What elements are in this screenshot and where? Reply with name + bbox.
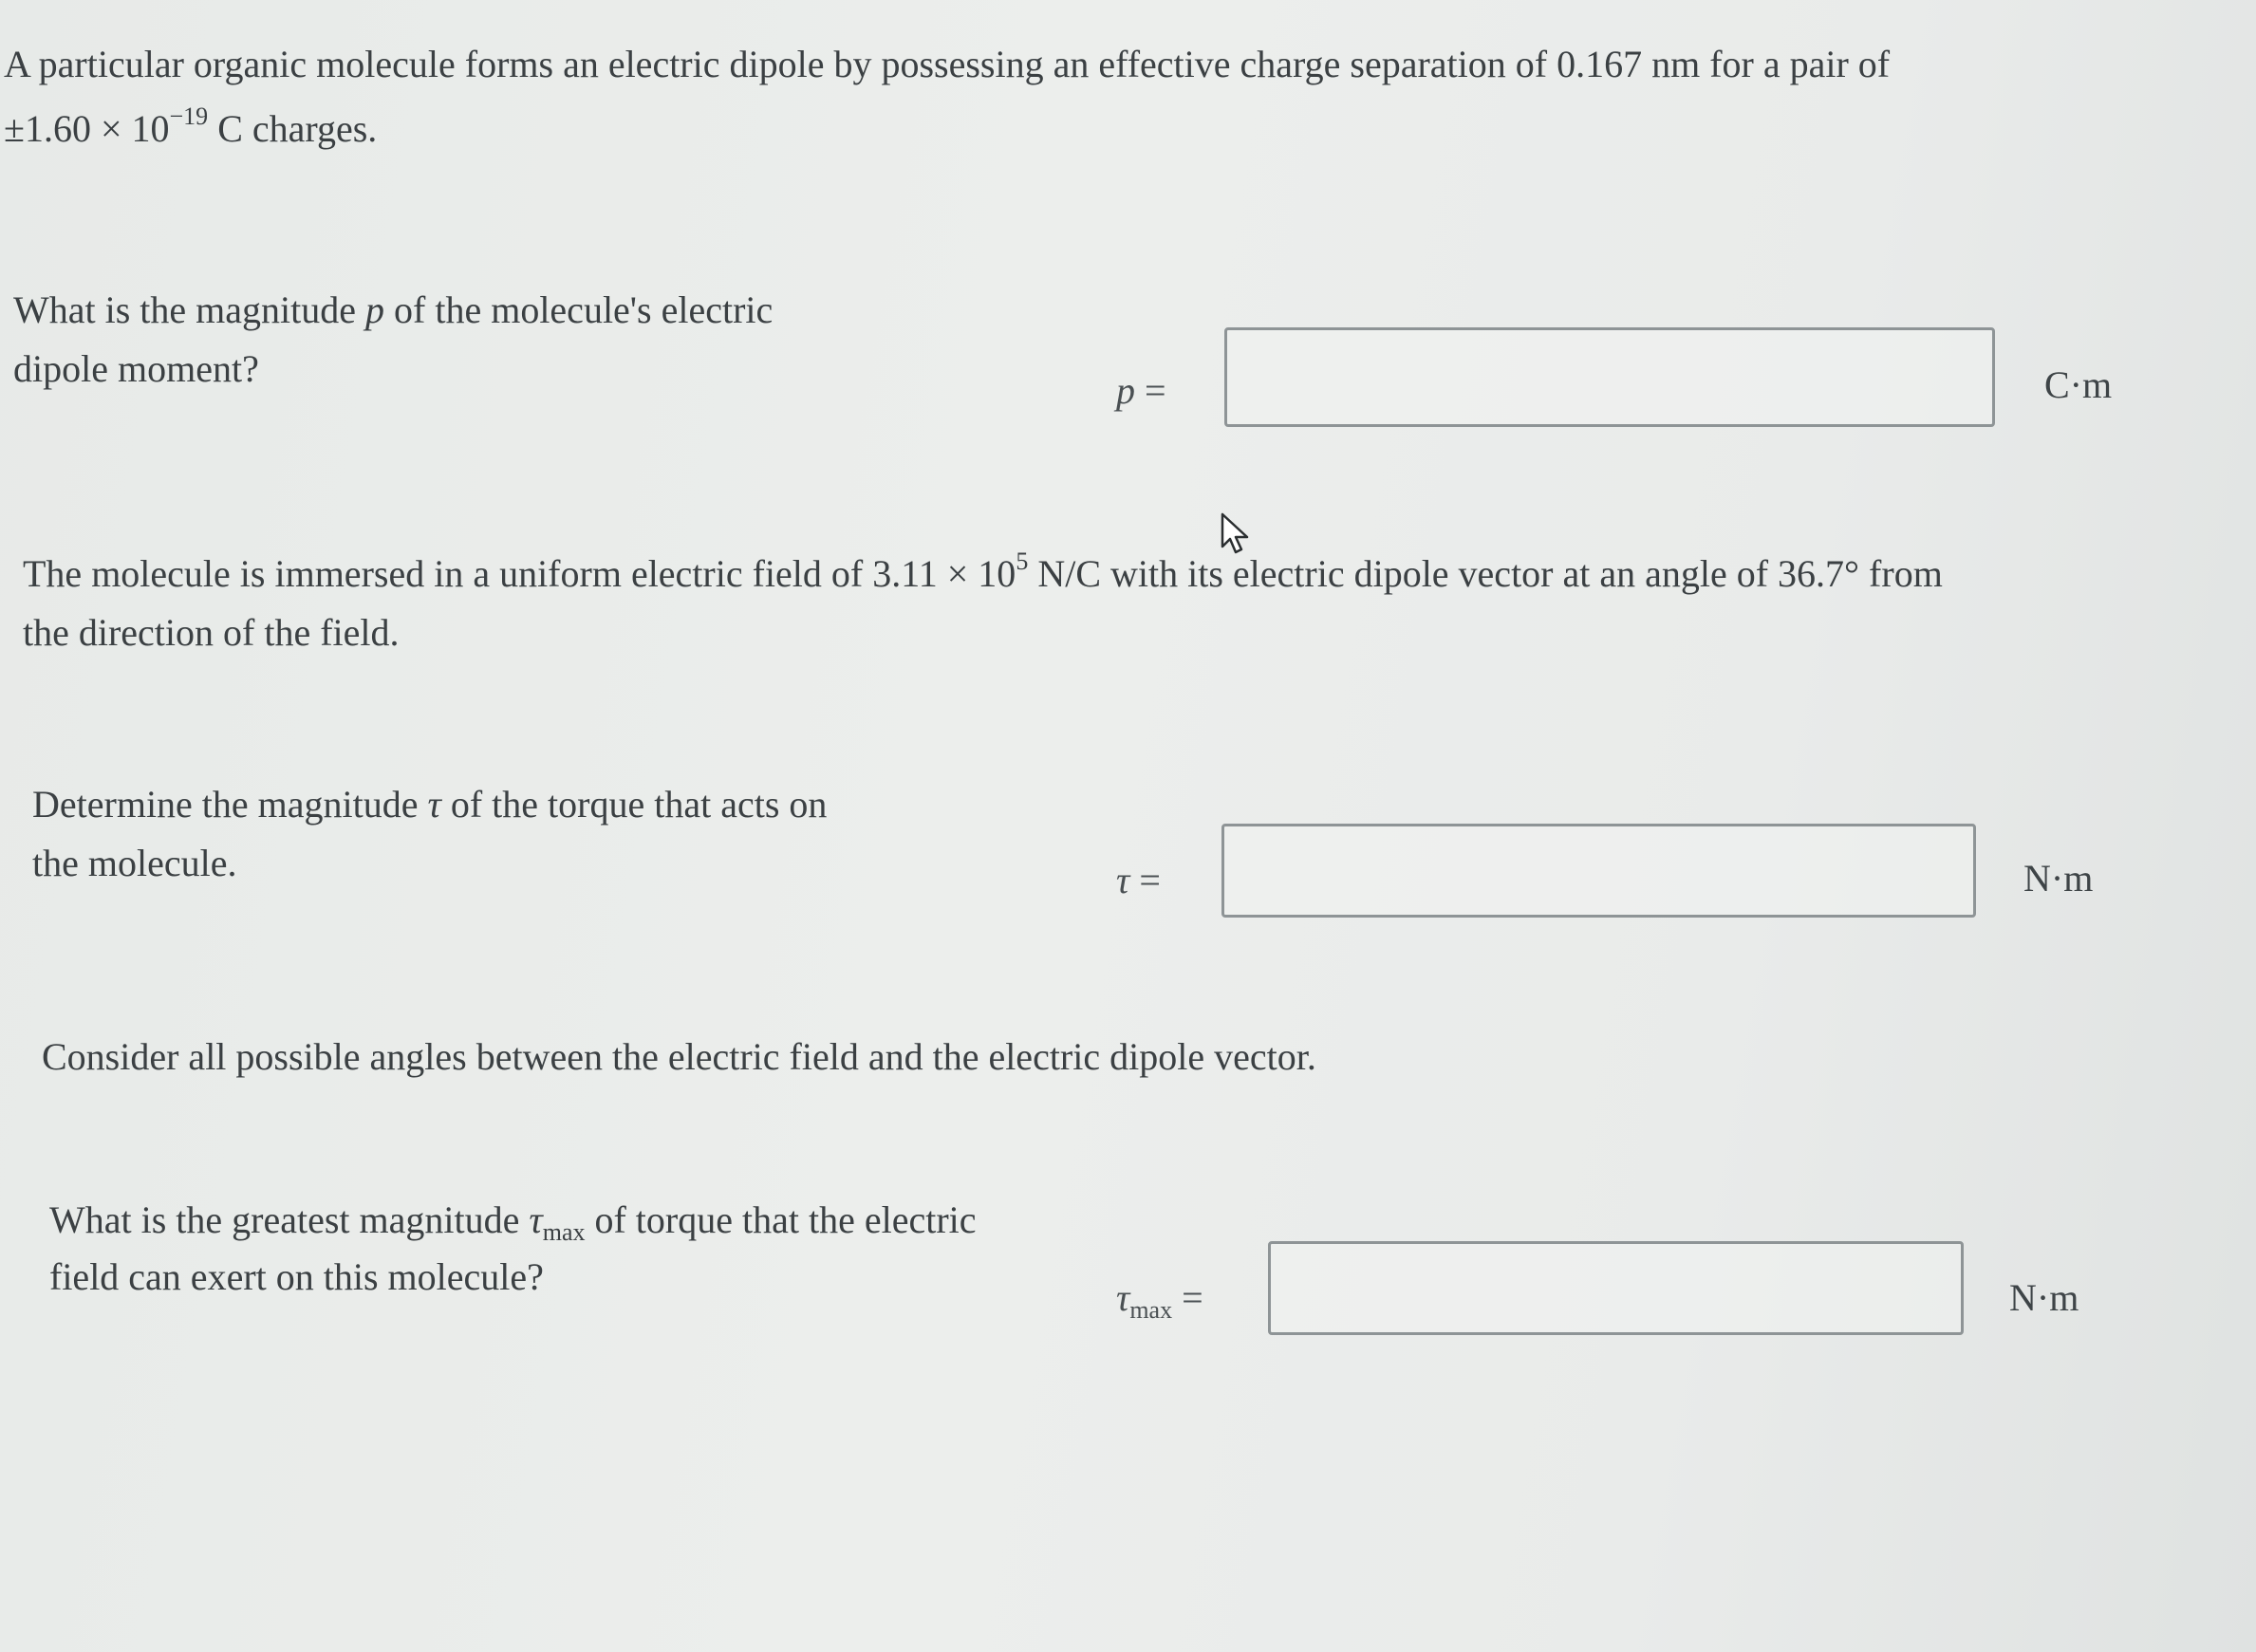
var-tau-max: τ xyxy=(529,1198,543,1241)
p-equation-label: p = xyxy=(1116,369,1166,412)
field-statement: The molecule is immersed in a uniform electric field of $3.11 \times 10^5$ N/C with its electric dipole vector at an angle of 36.7° from the direction of the field. xyxy=(23,548,1943,654)
var-p: p xyxy=(365,288,385,331)
tau-unit-label: N·m xyxy=(2023,857,2094,900)
tau-max-equation-label: $\tau_{max}$ = xyxy=(1116,1276,1203,1324)
intro-line-1: A particular organic molecule forms an electric dipole by possessing an effective charge separation of 0.167 nm for a pair of xyxy=(4,43,1891,85)
intro-exponent: −19 xyxy=(169,102,209,130)
tau-max-answer-input[interactable] xyxy=(1268,1241,1964,1335)
p-unit-label: C·m xyxy=(2044,363,2113,406)
question-p-text: What is the magnitude p of the molecule's electric dipole moment? xyxy=(13,288,774,390)
question-tau-max-text: What is the greatest magnitude $\tau_{max}$ of torque that the electric field can exert on this molecule? xyxy=(49,1198,977,1298)
p-answer-input[interactable] xyxy=(1224,327,1995,427)
intro-paragraph xyxy=(4,34,1890,159)
tau-max-unit-label: N·m xyxy=(2009,1276,2079,1319)
var-tau: τ xyxy=(427,783,441,826)
question-tau-text: Determine the magnitude τ of the torque that acts on the molecule. xyxy=(32,783,828,884)
tau-equation-label: τ = xyxy=(1116,859,1161,901)
tau-answer-input[interactable] xyxy=(1221,824,1976,918)
consider-statement: Consider all possible angles between the electric field and the electric dipole vector. xyxy=(42,1035,1316,1078)
intro-line-2: $\pm 1.60 \times 10^{-19}$ C charges. xyxy=(4,102,378,150)
field-exponent: 5 xyxy=(1016,548,1029,575)
